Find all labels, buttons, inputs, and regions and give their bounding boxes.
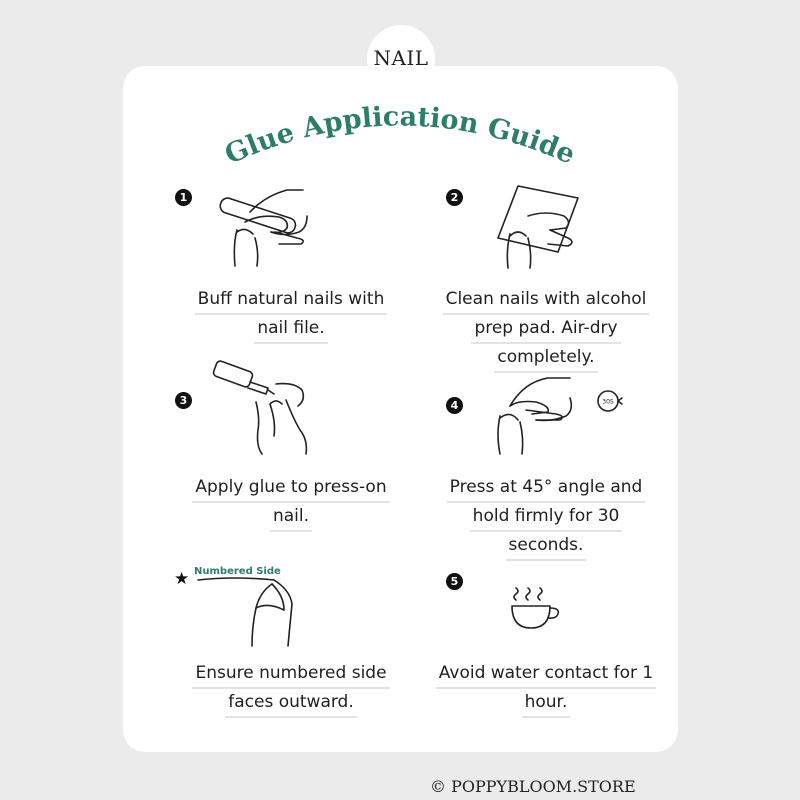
step-2-line-2: prep pad. Air-dry [471,315,620,344]
numbered-side-line-2: faces outward. [225,689,357,718]
timer-icon [595,388,625,414]
star-badge-icon: ★ [174,569,190,589]
copyright-text: © POPPYBLOOM.STORE [430,777,636,796]
header-tab-label: NAIL [373,46,429,70]
step-3-line-1: Apply glue to press-on [192,474,389,503]
step-2-line-1: Clean nails with alcohol [443,286,650,315]
step-5-line-1: Avoid water contact for 1 [436,660,656,689]
step-1-line-1: Buff natural nails with [195,286,388,315]
step-5-caption [426,660,666,718]
step-4-line-1: Press at 45° angle and [447,474,646,503]
step-2-line-3: completely. [494,344,597,373]
step-1-line-2: nail file. [254,315,327,344]
numbered-side-nail-illustration [194,574,304,650]
step-1-caption [176,286,406,344]
numbered-side-line-1: Ensure numbered side [192,660,389,689]
step-3-line-2: nail. [270,503,312,532]
step-2-caption [426,286,666,373]
press-nail-illustration [496,370,596,456]
step-4-badge: 4 [446,397,463,414]
timer-label: 30S [602,398,614,406]
alcohol-pad-illustration [492,180,592,270]
numbered-side-label: Numbered Side [194,566,281,577]
step-4-line-2: hold firmly for 30 [470,503,623,532]
buff-nail-illustration [215,182,315,272]
step-5-badge: 5 [446,573,463,590]
numbered-side-caption [176,660,406,718]
guide-title-text: Glue Application Guide [220,101,580,171]
step-1-badge: 1 [175,189,192,206]
step-3-caption [176,474,406,532]
step-5-line-2: hour. [522,689,571,718]
cup-steam-icon [508,586,568,636]
apply-glue-illustration [210,360,320,456]
step-3-badge: 3 [175,392,192,409]
step-2-badge: 2 [446,189,463,206]
step-4-line-3: seconds. [506,532,587,561]
step-4-caption [426,474,666,561]
